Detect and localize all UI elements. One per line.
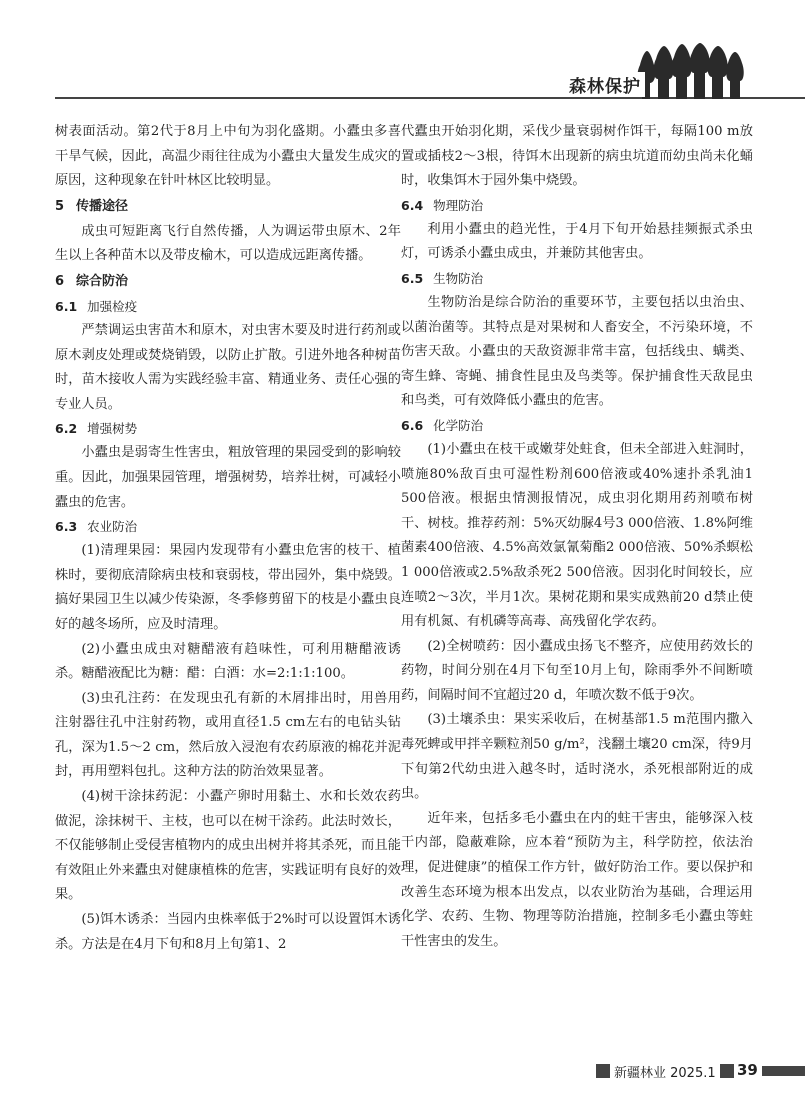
footer-square-icon	[720, 1064, 734, 1078]
subsection-title: 增强树势	[87, 421, 138, 437]
subsection-number: 6.6	[401, 417, 424, 433]
section-title: 森林保护	[565, 72, 645, 97]
subsection-title: 加强检疫	[87, 298, 138, 314]
footer-square-icon	[596, 1064, 610, 1078]
section-heading-6	[55, 269, 401, 295]
section-number: 5	[55, 198, 65, 214]
subsection-number: 6.3	[55, 519, 78, 535]
paragraph: 成虫可短距离飞行自然传播，人为调运带虫原木、2年生以上各种苗木以及带皮榆木，可以造成远距离传播。	[55, 223, 401, 264]
footer-bar	[762, 1066, 805, 1076]
paragraph: (2)全树喷药：因小蠹成虫扬飞不整齐，应使用药效长的药物，时间分别在4月下旬至10月上旬，除雨季外不间断喷药，间隔时间不宜超过20 d，年喷次数不低于9次。	[401, 638, 753, 703]
paragraph: (3)虫孔注药：在发现虫孔有新的木屑排出时，用兽用注射器往孔中注射药物，或用直径1.5 cm左右的电钻头钻孔，深为1.5～2 cm，然后放入浸泡有农药原液的棉花并泥封，再用塑料包扎。这种方法的防治效果显著。	[55, 690, 401, 780]
paragraph: (4)树干涂抹药泥：小蠹产卵时用黏土、水和长效农药做泥，涂抹树干、主枝，也可以在树干涂药。此法时效长，不仅能够制止受侵害植物内的成虫出树并将其杀死，而且能有效阻止外来蠹虫对健康植株的危害，实践证明有良好的效果。	[55, 789, 401, 903]
paragraph: 小蠹虫是弱寄生性害虫，粗放管理的果园受到的影响较重。因此，加强果园管理，增强树势，培养壮树，可减轻小蠹虫的危害。	[55, 445, 401, 510]
subsection-heading-6-4	[401, 194, 753, 218]
subsection-title: 农业防治	[87, 519, 138, 535]
paragraph: 树表面活动。第2代于8月上中旬为羽化盛期。小蠹虫多喜干旱气候，因此，高温少雨往往成为小蠹虫大量发生成灾的原因，这种现象在针叶林区比较明显。	[55, 124, 401, 189]
subsection-heading-6-6	[401, 414, 753, 438]
section-heading-5	[55, 194, 401, 220]
subsection-title: 化学防治	[433, 417, 484, 433]
right-column	[401, 120, 753, 954]
page-footer	[596, 1062, 805, 1080]
subsection-heading-6-5	[401, 267, 753, 291]
forest-trees-icon	[636, 43, 746, 99]
paragraph: (1)小蠹虫在枝干或嫩芽处蛀食，但未全部进入蛀洞时，喷施80%敌百虫可湿性粉剂600倍液或40%速扑杀乳油1 500倍液。根据虫情测报情况，成虫羽化期用药剂喷布树干、树枝。推荐药剂：5%灭幼脲4号3 000倍液、1.8%阿维菌素400倍液、4.5%高效氯氰菊酯2 000倍液、50%杀螟松1 000倍液或2.5%敌杀死2 500倍液。因羽化时间较长，应连喷2～3次，半月1次。果树花期和果实成熟前20 d禁止使用有机氮、有机磷等高毒、高残留化学农药。	[401, 441, 753, 630]
subsection-number: 6.4	[401, 197, 424, 213]
paragraph: (5)饵木诱杀：当园内虫株率低于2%时可以设置饵木诱杀。方法是在4月下旬和8月上旬第1、2	[55, 912, 401, 952]
paragraph: (1)清理果园：果园内发现带有小蠹虫危害的枝干、植株时，要彻底清除病虫枝和衰弱枝，带出园外，集中烧毁。搞好果园卫生以减少传染源，冬季修剪留下的枝是小蠹虫良好的越冬场所，应及时清理。	[55, 543, 401, 632]
left-column	[55, 120, 401, 957]
section-title: 综合防治	[76, 273, 129, 289]
section-number: 6	[55, 273, 65, 289]
subsection-number: 6.5	[401, 270, 424, 286]
paragraph: 代蠹虫开始羽化期，采伐少量衰弱树作饵干，每隔100 m放置或插枝2～3根，待饵木出现新的病虫坑道而幼虫尚未化蛹时，收集饵木于园外集中烧毁。	[401, 124, 753, 189]
page-number: 39	[737, 1061, 758, 1079]
subsection-title: 生物防治	[433, 270, 484, 286]
paragraph: (3)土壤杀虫：果实采收后，在树基部1.5 m范围内撒入毒死蜱或甲拌辛颗粒剂50 g/m²，浅翻土壤20 cm深，待9月下旬第2代幼虫进入越冬时，适时浇水，杀死根部附近的成虫。	[401, 712, 753, 802]
section-title: 传播途径	[76, 198, 129, 214]
paragraph: (2)小蠹虫成虫对糖醋液有趋味性，可利用糖醋液诱杀。糖醋液配比为糖：醋：白酒：水=2:1:1:100。	[55, 641, 401, 682]
paragraph: 利用小蠹虫的趋光性，于4月下旬开始悬挂频振式杀虫灯，可诱杀小蠹虫成虫，并兼防其他害虫。	[401, 221, 753, 262]
subsection-number: 6.2	[55, 421, 78, 437]
paragraph: 严禁调运虫害苗木和原木，对虫害木要及时进行药剂或原木剥皮处理或焚烧销毁，以防止扩散。引进外地各种树苗时，苗木接收人需为实践经验丰富、精通业务、责任心强的专业人员。	[55, 322, 401, 412]
subsection-number: 6.1	[55, 298, 78, 314]
subsection-title: 物理防治	[433, 197, 484, 213]
paragraph: 近年来，包括多毛小蠹虫在内的蛀干害虫，能够深入枝干内部，隐蔽难除，应本着“预防为主，科学防控，依法治理，促进健康”的植保工作方针，做好防治工作。要以保护和改善生态环境为根本出发点，以农业防治为基础，合理运用化学、农药、生物、物理等防治措施，控制多毛小蠹虫等蛀干性害虫的发生。	[401, 810, 753, 949]
subsection-heading-6-1	[55, 295, 401, 319]
subsection-heading-6-2	[55, 417, 401, 441]
paragraph: 生物防治是综合防治的重要环节，主要包括以虫治虫、以菌治菌等。其特点是对果树和人畜安全，不污染环境，不伤害天敌。小蠹虫的天敌资源非常丰富，包括线虫、螨类、寄生蜂、寄蝇、捕食性昆虫及鸟类等。保护捕食性天敌昆虫和鸟类，可有效降低小蠹虫的危害。	[401, 294, 753, 409]
journal-issue: 新疆林业 2025.1	[614, 1066, 716, 1081]
subsection-heading-6-3	[55, 515, 401, 539]
